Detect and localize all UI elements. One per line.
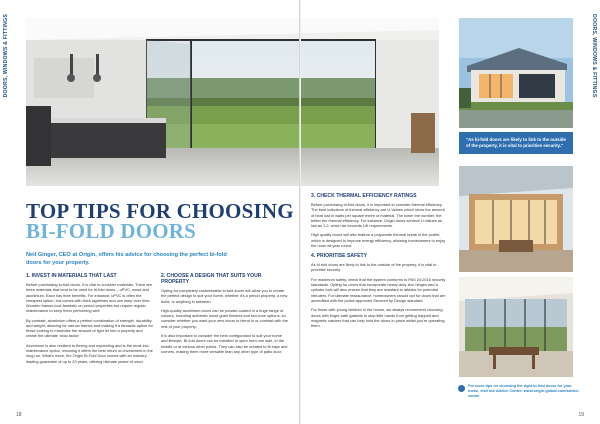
photo-dining-extension [459,277,573,377]
hero-photo-kitchen [26,18,439,186]
article-standfirst: Neil Ginger, CEO at Origin, offers his advice for choosing the perfect bi-fold doors for your property. [26,252,227,266]
tip1-paragraph-1: Before purchasing bi-fold doors, it is vital to consider materials. There are three materials that tend to be used for bi-fold doors – uPVC, wood and aluminium. Each has their benefits. For instance, uPVC is often the cheapest option, but comes with thick sightlines and can warp over time. Wooden frames look fantastic on period properties but require regular maintenance to keep them performing well. [26,282,153,314]
column-2 [161,273,289,358]
more-tips-note [468,384,580,399]
tip1-paragraph-2: By contrast, aluminium offers a perfect combination of strength, durability and weight, allowing for narrow frames and making it a fantastic option for those looking to maximise the amount of light let into a property and create the ultimate 'wow-factor'. [26,317,153,339]
right-side-strip [586,0,600,424]
tip1-paragraph-3: Aluminium is also resilient to flexing and expanding and is the most low-maintenance option, meaning it offers the best return on investment in the long run. What's more, the Origin Bi-Fold Door comes with an industry-leading guarantee of up to 20 years, offering ultimate peace of mind. [26,342,153,364]
info-icon [458,385,465,392]
more-tips-link[interactable]: www.origin-global.com/advice-centre [468,389,580,398]
left-side-strip [0,0,14,424]
tip4-heading: 4. PRIORITISE SAFETY [311,253,368,260]
column-3 [311,193,447,333]
tip2-paragraph-3: It is also important to consider the best configuration to suit your home and lifestyle. Bi-fold doors can be installed to open from one side, in the middle or at various other points. They can also be created to fit bays and corners, making them more versatile than any other type of patio door. [161,333,288,354]
page-number-left: 18 [16,412,22,418]
pull-quote: "As bi-fold doors are likely to link to the outside of the property, it is vital to prioritise security." [459,132,573,154]
tip3-heading: 3. CHECK THERMAL EFFICIENCY RATINGS [311,193,417,199]
tip2-paragraph-1: Opting for completely customisable bi-fold doors will allow you to create the perfect design to suit your home, whether it's a period property, a new build, or anything in between. [161,288,288,304]
spine-gutter [299,0,301,424]
tip1-heading: 1. INVEST IN MATERIALS THAT LAST [26,273,117,279]
tip4-paragraph-1: As bi-fold doors are likely to link to the outside of the property, it is vital to prioritise security. [311,262,437,273]
page-number-right: 19 [578,412,584,418]
tip4-paragraph-3: For those with young children in the house, we always recommend choosing doors with finger-safe gaskets to stop little hands from getting trapped and magnetic catches that can help hold the doors in place whilst you're operating them. [311,307,445,329]
tip4-paragraph-2: For maximum safety, check that the system conforms to PAS 24:2016 security standards. Opting for doors that incorporate heavy-duty zinc hinges and a cylinder lock will also ensure that they are resistant to attacks for potential intruders. For ultimate reassurance, homeowners should opt for doors that are accredited with the police-approved Secured by Design standard. [311,276,446,303]
section-label-left: DOORS, WINDOWS & FITTINGS [3,14,9,98]
article-title-line2: BI-FOLD DOORS [26,219,197,243]
column-1 [26,273,154,368]
tip2-paragraph-2: High-quality aluminium doors can be powder-coated in a huge range of colours, including authentic wood grain finishes and two-tone options, so consider whether you want your new doors to blend in or contrast with the rest of your property. [161,307,288,329]
photo-garden-room [459,166,573,272]
article-title [26,201,296,241]
section-label-right: DOORS, WINDOWS & FITTINGS [591,14,597,98]
more-tips-text: For more tips on choosing the right bi-fold doors for your home, visit our Advice Centre: [468,384,572,393]
tip2-heading: 2. CHOOSE A DESIGN THAT SUITS YOUR PROPERTY [161,273,262,285]
tip3-paragraph-2: High quality doors will also feature a polyamide thermal break in the profile, which is designed to improve energy efficiency, allowing homeowners to enjoy the room all year round. [311,232,446,248]
tip3-paragraph-1: Before purchasing bi-fold doors, it is important to consider thermal efficiency. The best indicators of thermal efficiency are U-Values which show the amount of heat lost in watts per square metre of material. The lower the number, the better the thermal efficiency. For instance, Origin doors achieve U-Values as low as 1.2, which far exceeds UK requirements. [311,202,445,228]
photo-modern-house [459,18,573,128]
article-title-line1: TOP TIPS FOR CHOOSING [26,199,294,223]
